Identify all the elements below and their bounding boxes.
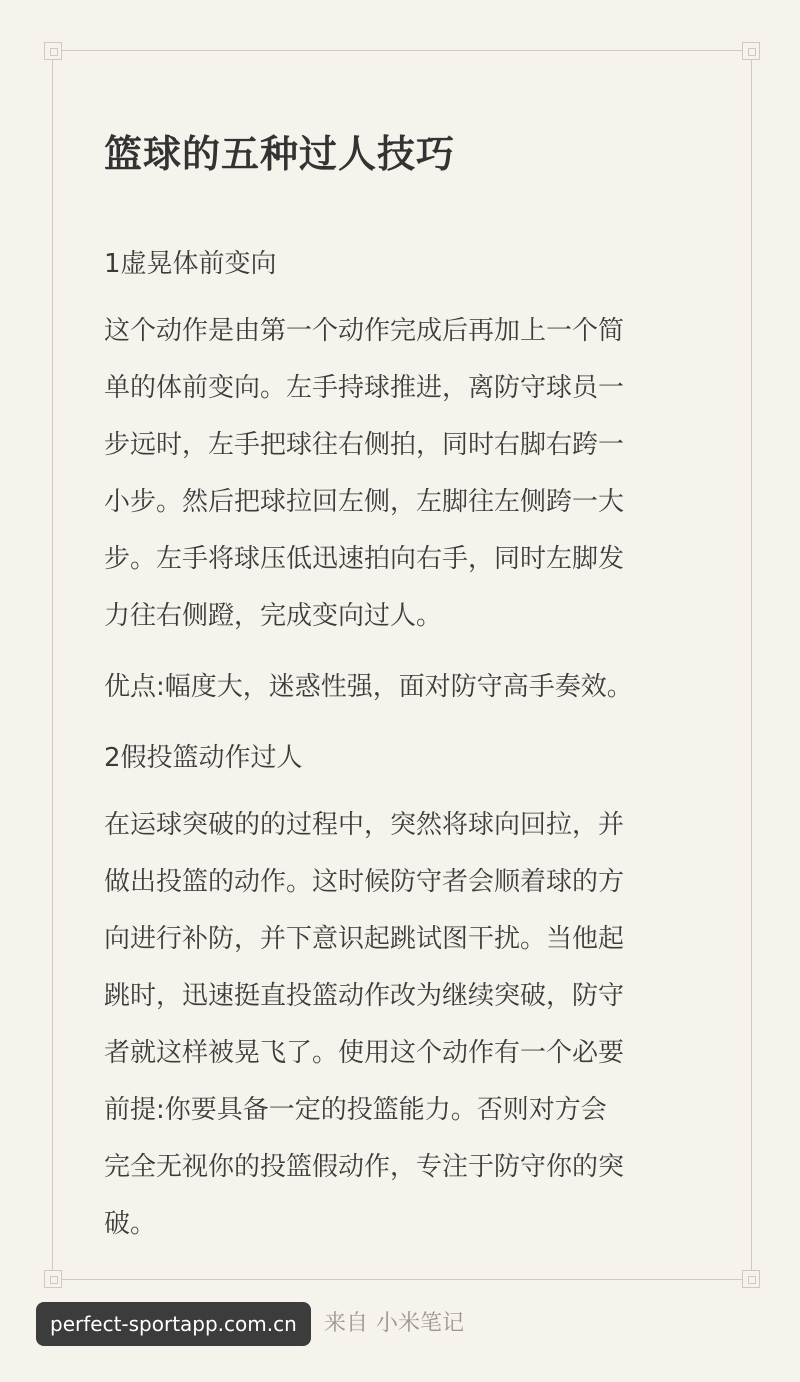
- frame-corner-ornament: [742, 1270, 760, 1288]
- frame-corner-ornament: [44, 42, 62, 60]
- section-heading: 1虚晃体前变向: [104, 249, 277, 279]
- source-label: [324, 1308, 464, 1340]
- note-content[interactable]: [104, 128, 704, 1257]
- frame-corner-ornament: [742, 42, 760, 60]
- watermark-badge: perfect-sportapp.com.cn: [36, 1302, 311, 1346]
- source-prefix: 来自: [324, 1311, 369, 1336]
- section-pros: 优点:幅度大，迷惑性强，面对防守高手奏效。: [104, 672, 633, 702]
- section-paragraph: 在运球突破的的过程中，突然将球向回拉，并 做出投篮的动作。这时候防守者会顺着球的方 向进行补防，并下意识起跳试图干扰。当他起 跳时，迅速挺直投篮动作改为继续突破，防守 者就这样被晃飞了。使用这个动作有一个必要 前提:你要具备一定的投篮能力。否则对方会 完全无视你的投篮假动作，专注于防守你的突 破。: [104, 810, 625, 1239]
- section-heading: 2假投篮动作过人: [104, 743, 303, 773]
- note-title: 篮球的五种过人技巧: [104, 132, 456, 176]
- source-app-name: 小米笔记: [376, 1311, 465, 1336]
- section-paragraph: 这个动作是由第一个动作完成后再加上一个简 单的体前变向。左手持球推进，离防守球员一 步远时，左手把球往右侧拍，同时右脚右跨一 小步。然后把球拉回左侧，左脚往左侧跨一大 步。左手将球压低迅速拍向右手，同时左脚发 力往右侧蹬，完成变向过人。: [104, 316, 625, 631]
- frame-corner-ornament: [44, 1270, 62, 1288]
